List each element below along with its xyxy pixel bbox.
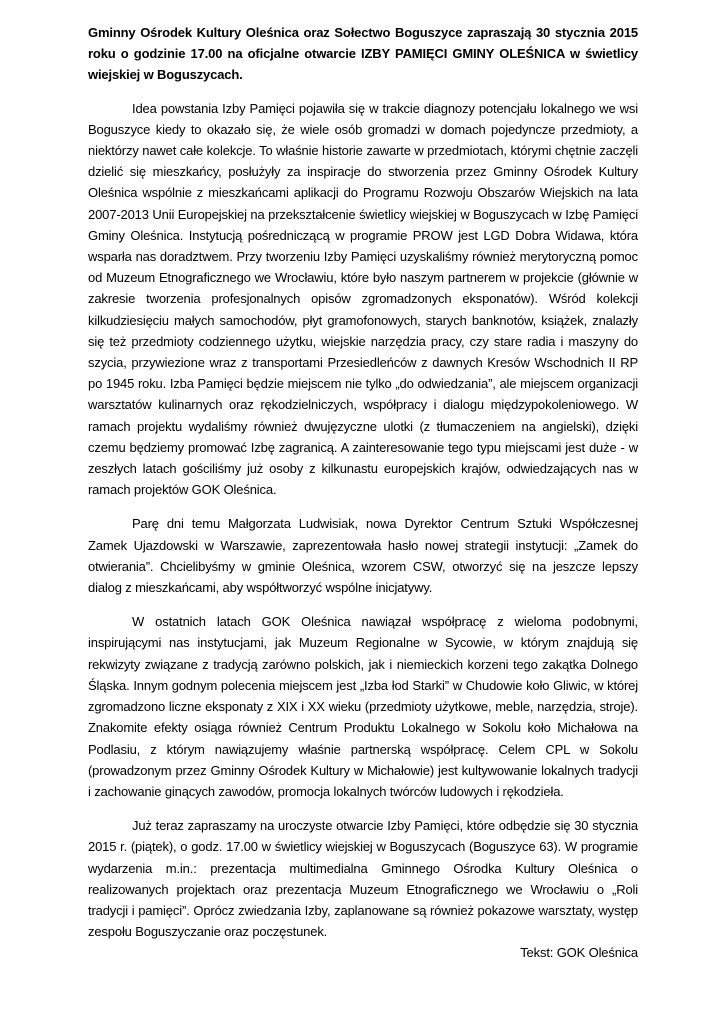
paragraph-idea: Idea powstania Izby Pamięci pojawiła się w trakcie diagnozy potencjału lokalnego we wsi Boguszyce kiedy to okazało się, że wiele osób gromadzi w domach pojedyncze przedmioty, a niektórzy nawet całe kolekcje. To właśnie historie zawarte w przedmiotach, którymi chętnie zaczęli dzielić się mieszkańcy, posłużyły za inspiracje do stworzenia przez Gminny Ośrodek Kultury Oleśnica wspólnie z mieszkańcami aplikacji do Programu Rozwoju Obszarów Wiejskich na lata 2007-2013 Unii Europejskiej na przekształcenie świetlicy wiejskiej w Boguszycach w Izbę Pamięci Gminy Oleśnica. Instytucją pośredniczącą w programie PROW jest LGD Dobra Widawa, która wsparła nas doradztwem. Przy tworzeniu Izby Pamięci uzyskaliśmy również merytoryczną pomoc od Muzeum Etnograficznego we Wrocławiu, które było naszym partnerem w projekcie (głównie w zakresie tworzenia profesjonalnych opisów zgromadzonych eksponatów). Wśród kolekcji kilkudziesięciu małych samochodów, płyt gramofonowych, starych banknotów, książek, znalazły się też przedmioty codziennego użytku, wiejskie narzędzia pracy, czy stare radia i maszyny do szycia, przywiezione wraz z transportami Przesiedleńców z dawnych Kresów Wschodnich II RP po 1945 roku. Izba Pamięci będzie miejscem nie tylko „do odwiedzania”, ale miejscem organizacji warsztatów kulinarnych oraz rękodzielniczych, współpracy i dialogu międzypokoleniowego. W ramach projektu wydaliśmy również dwujęzyczne ulotki (z tłumaczeniem na angielski), dzięki czemu będziemy promować Izbę zagranicą. A zainteresowanie tego typu miejscami jest duże - w zeszłych latach gościliśmy już osoby z kilkunastu europejskich krajów, odwiedzających nas w ramach projektów GOK Oleśnica. bbox=[88, 100, 638, 498]
signature: Tekst: GOK Oleśnica bbox=[520, 945, 638, 961]
paragraph-cooperation: W ostatnich latach GOK Oleśnica nawiązał współpracę z wieloma podobnymi, inspirującymi nas instytucjami, jak Muzeum Regionalne w Sycowie, w którym znajdują się rekwizyty związane z tradycją zarówno polskich, jak i niemieckich korzeni tego zakątka Dolnego Śląska. Innym godnym polecenia miejscem jest „Izba łod Starki” w Chudowie koło Gliwic, w której zgromadzono liczne eksponaty z XIX i XX wieku (przedmioty użytkowe, meble, narzędzia, stroje). Znakomite efekty osiąga również Centrum Produktu Lokalnego w Sokolu koło Michałowa na Podlasiu, z którym nawiązujemy właśnie partnerską współpracę. Celem CPL w Sokolu (prowadzonym przez Gminny Ośrodek Kultury w Michałowie) jest kultywowanie lokalnych tradycji i zachowanie ginących zawodów, promocja lokalnych twórców ludowych i rękodzieła. bbox=[88, 614, 638, 799]
paragraph-csw: Parę dni temu Małgorzata Ludwisiak, nowa Dyrektor Centrum Sztuki Współczesnej Zamek Ujazdowski w Warszawie, zaprezentowała hasło nowej strategii instytucji: „Zamek do otwierania”. Chcielibyśmy w gminie Oleśnica, wzorem CSW, otworzyć się na jeszcze lepszy dialog z mieszkańcami, aby współtworzyć wspólne inicjatywy. bbox=[88, 516, 638, 596]
lead-announcement: Gminny Ośrodek Kultury Oleśnica oraz Sołectwo Boguszyce zapraszają 30 stycznia 2015 roku o godzinie 17.00 na oficjalne otwarcie IZBY PAMIĘCI GMINY OLEŚNICA w świetlicy wiejskiej w Boguszycach. bbox=[88, 25, 638, 83]
document-page bbox=[88, 22, 638, 964]
paragraph-invitation: Już teraz zapraszamy na uroczyste otwarcie Izby Pamięci, które odbędzie się 30 stycznia 2015 r. (piątek), o godz. 17.00 w świetlicy wiejskiej w Boguszycach (Boguszyce 63). W programie wydarzenia m.in.: prezentacja multimedialna Gminnego Ośrodka Kultury Oleśnica o realizowanych projektach oraz prezentacja Muzeum Etnograficznego we Wrocławiu o „Roli tradycji i pamięci”. Oprócz zwiedzania Izby, zaplanowane są również pokazowe warsztaty, występ zespołu Boguszyczanie oraz poczęstunek. bbox=[88, 818, 638, 940]
